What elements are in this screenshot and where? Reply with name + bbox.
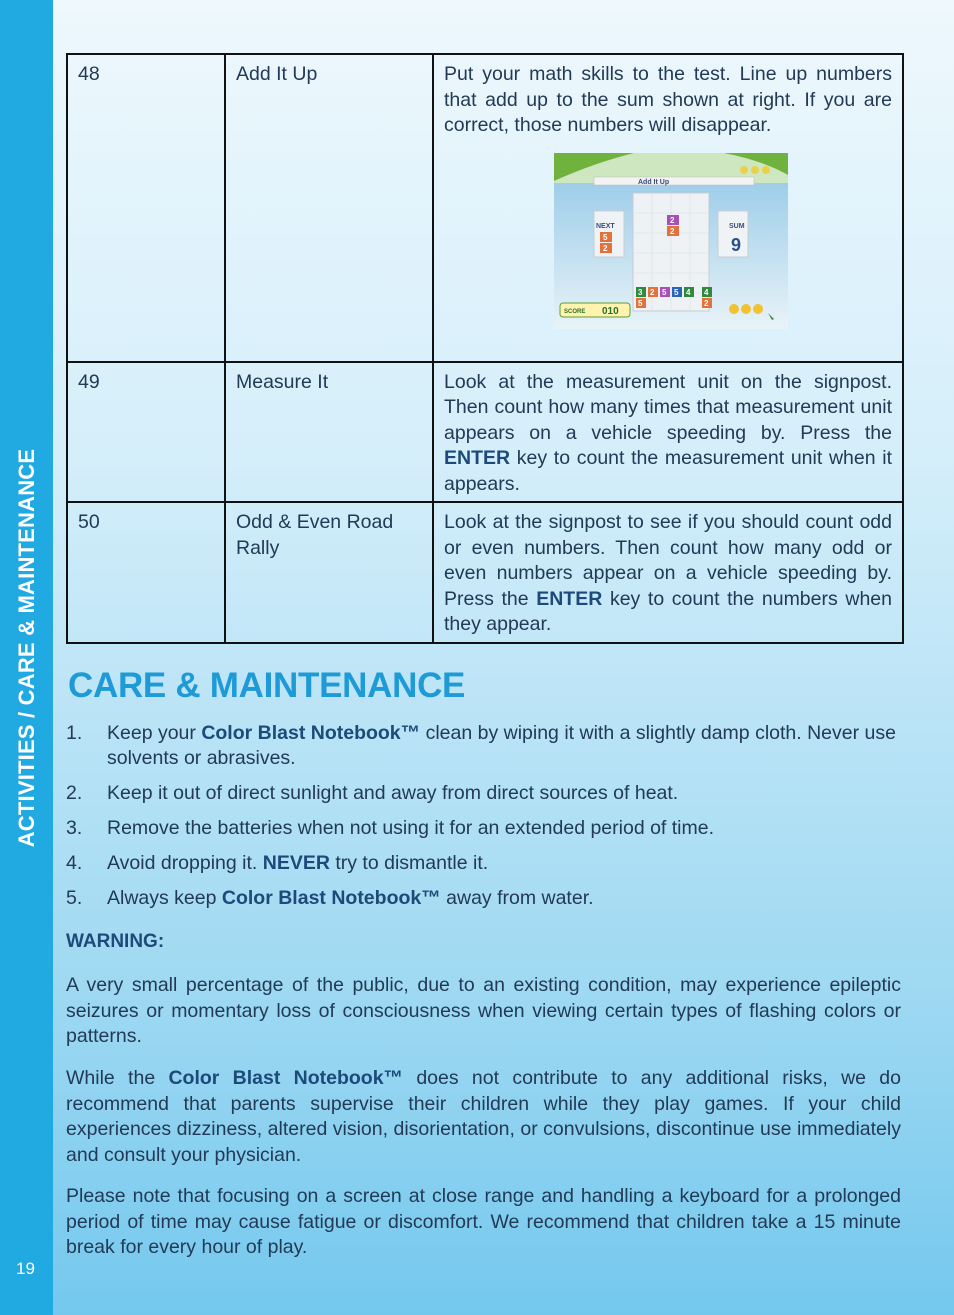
list-item: 1. Keep your Color Blast Notebook™ clean by wiping it with a slightly damp cloth. Never use solvents or abrasives. [66, 722, 896, 769]
care-list [66, 721, 901, 921]
activity-description: Look at the signpost to see if you should count odd or even numbers. Then count how many odd or even numbers appear on a vehicle speeding by. Press the ENTER key to count the numbers when they appear. [433, 502, 903, 643]
sidebar [0, 0, 53, 1315]
activity-number: 48 [67, 54, 225, 362]
activity-description-text: Put your math skills to the test. Line up numbers that add up to the sum shown at right. If you are correct, those numbers will disappear. [444, 63, 892, 136]
section-label: ACTIVITIES / CARE & MAINTENANCE [14, 448, 39, 848]
bottom-tile: 3 [638, 287, 643, 297]
table-row [67, 502, 903, 643]
activity-name: Odd & Even Road Rally [225, 502, 433, 643]
bottom-tile: 2 [704, 298, 709, 308]
score-value: 010 [602, 305, 619, 317]
table-row [67, 362, 903, 503]
list-item: 4. Avoid dropping it. NEVER try to dismantle it. [66, 852, 489, 874]
sum-label: SUM [729, 222, 745, 230]
activity-number: 50 [67, 502, 225, 643]
bottom-tile: 5 [674, 287, 679, 297]
activity-name: Add It Up [225, 54, 433, 362]
next-label: NEXT [596, 222, 615, 230]
warning-heading: WARNING: [66, 931, 165, 952]
section-heading: CARE & MAINTENANCE [68, 666, 466, 705]
bottom-tile: 4 [704, 287, 709, 297]
warning-paragraph: A very small percentage of the public, due to an existing condition, may experience epileptic seizures or momentary loss of consciousness when viewing certain types of flashing colors or patterns. [66, 974, 901, 1047]
bottom-tile: 5 [662, 287, 667, 297]
list-item: 5. Always keep Color Blast Notebook™ away from water. [66, 887, 594, 909]
note-paragraph: Please note that focusing on a screen at close range and handling a keyboard for a prolonged period of time may cause fatigue or discomfort. We recommend that children take a 15 minute break for every hour of play. [66, 1185, 901, 1258]
next-tile: 5 [603, 232, 608, 242]
score-label: SCORE [564, 308, 586, 315]
list-item: 2. Keep it out of direct sunlight and away from direct sources of heat. [66, 782, 679, 804]
game-screenshot [554, 153, 788, 329]
activity-name: Measure It [225, 362, 433, 503]
page-number: 19 [16, 1259, 35, 1278]
warning-paragraph: While the Color Blast Notebook™ does not contribute to any additional risks, we do recommend that parents supervise their children while they play games. If your child experiences dizziness, altered vision, disorientation, or convulsions, discontinue use immediately and consult your physician. [66, 1067, 901, 1166]
bottom-tile: 2 [650, 287, 655, 297]
grid-tile: 2 [670, 226, 675, 236]
sum-value: 9 [731, 234, 742, 255]
bottom-tile: 5 [638, 298, 643, 308]
screenshot-title: Add It Up [638, 178, 670, 186]
activity-number: 49 [67, 362, 225, 503]
activities-table [66, 53, 904, 644]
activity-description [433, 54, 903, 362]
grid-tile: 2 [670, 215, 675, 225]
next-tile: 2 [603, 243, 608, 253]
activity-description: Look at the measurement unit on the signpost. Then count how many times that measurement unit appears on a vehicle speeding by. Press the ENTER key to count the measurement unit when it appears. [433, 362, 903, 503]
bottom-tile: 4 [686, 287, 691, 297]
table-row [67, 54, 903, 362]
list-item: 3. Remove the batteries when not using it for an extended period of time. [66, 817, 715, 839]
